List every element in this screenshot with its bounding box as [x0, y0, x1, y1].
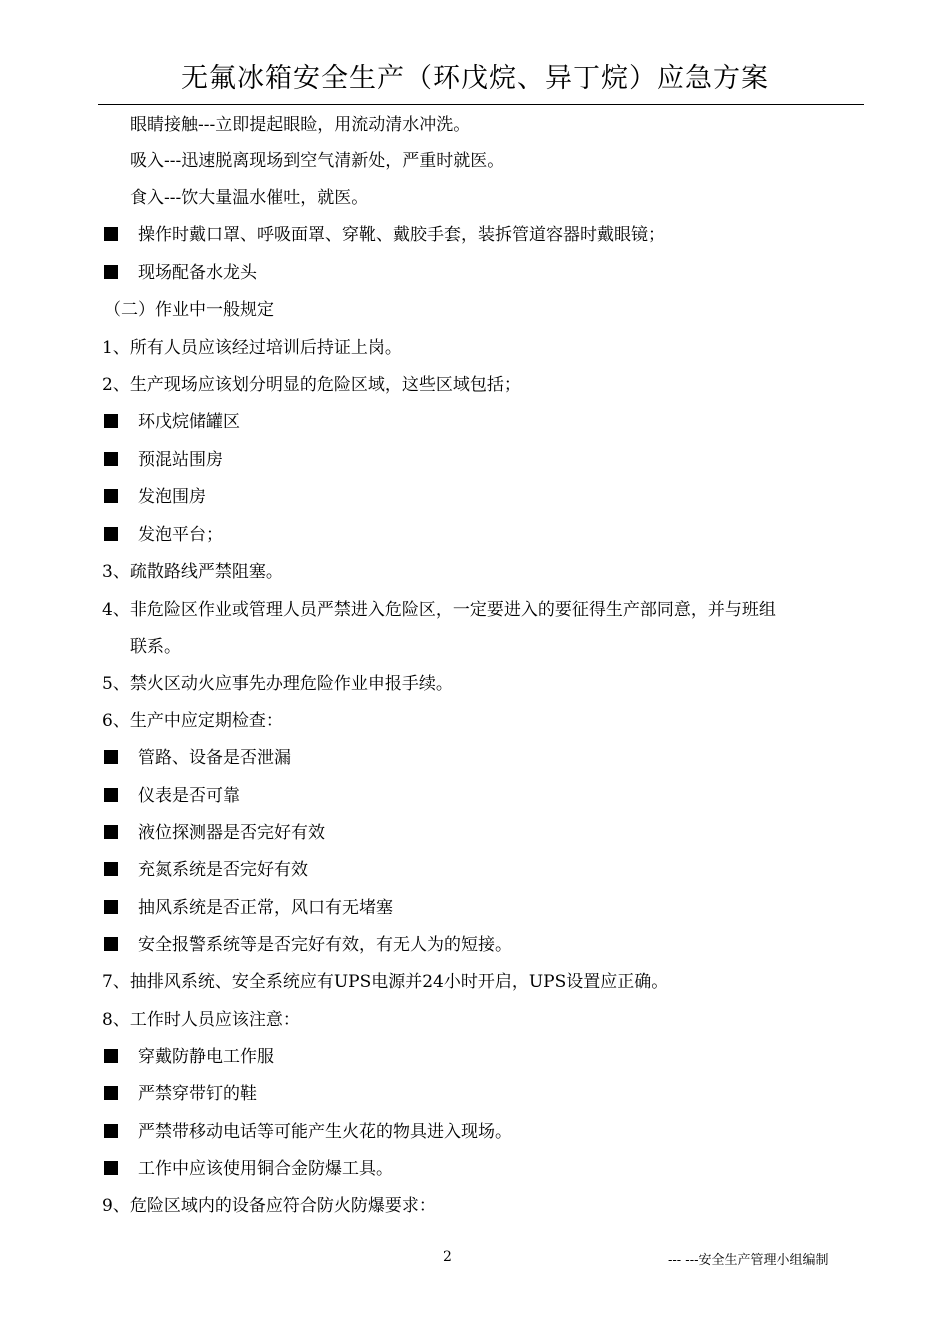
numbered-item: 6、生产中应定期检查： — [102, 711, 283, 731]
square-bullet-icon — [104, 489, 118, 503]
numbered-item-continuation: 联系。 — [130, 637, 181, 657]
section-heading: （二）作业中一般规定 — [104, 300, 274, 320]
square-bullet-icon — [104, 414, 118, 428]
numbered-item: 8、工作时人员应该注意： — [102, 1010, 300, 1030]
numbered-item: 1、所有人员应该经过培训后持证上岗。 — [102, 338, 402, 358]
numbered-item: 5、禁火区动火应事先办理危险作业申报手续。 — [102, 674, 453, 694]
list-item: 严禁带移动电话等可能产生火花的物具进入现场。 — [102, 1121, 512, 1143]
square-bullet-icon — [104, 750, 118, 764]
square-bullet-icon — [104, 788, 118, 802]
numbered-item: 2、生产现场应该划分明显的危险区域，这些区域包括； — [102, 375, 521, 395]
list-item: 发泡围房 — [102, 486, 206, 508]
list-item: 穿戴防静电工作服 — [102, 1046, 274, 1068]
square-bullet-icon — [104, 527, 118, 541]
numbered-item: 9、危险区域内的设备应符合防火防爆要求： — [102, 1196, 436, 1216]
square-bullet-icon — [104, 862, 118, 876]
list-item: 发泡平台； — [102, 524, 223, 546]
square-bullet-icon — [104, 1161, 118, 1175]
square-bullet-icon — [104, 1049, 118, 1063]
square-bullet-icon — [104, 452, 118, 466]
list-item: 安全报警系统等是否完好有效，有无人为的短接。 — [102, 934, 512, 956]
list-item: 充氮系统是否完好有效 — [102, 859, 308, 881]
list-item: 严禁穿带钉的鞋 — [102, 1083, 257, 1105]
list-item: 操作时戴口罩、呼吸面罩、穿靴、戴胶手套，装拆管道容器时戴眼镜； — [102, 224, 665, 246]
page-title: 无氟冰箱安全生产（环戊烷、异丁烷）应急方案 — [181, 63, 769, 94]
paragraph-inhalation: 吸入---迅速脱离现场到空气清新处，严重时就医。 — [130, 151, 505, 171]
numbered-item: 4、非危险区作业或管理人员严禁进入危险区，一定要进入的要征得生产部同意，并与班组 — [102, 600, 776, 620]
numbered-item: 3、疏散路线严禁阻塞。 — [102, 562, 283, 582]
paragraph-ingestion: 食入---饮大量温水催吐，就医。 — [130, 188, 369, 208]
square-bullet-icon — [104, 265, 118, 279]
footer-note: --- ---安全生产管理小组编制 — [668, 1253, 829, 1268]
square-bullet-icon — [104, 900, 118, 914]
list-item: 环戊烷储罐区 — [102, 411, 240, 433]
list-item: 工作中应该使用铜合金防爆工具。 — [102, 1158, 393, 1180]
list-item: 预混站围房 — [102, 449, 223, 471]
square-bullet-icon — [104, 825, 118, 839]
square-bullet-icon — [104, 227, 118, 241]
list-item: 现场配备水龙头 — [102, 262, 257, 284]
square-bullet-icon — [104, 1086, 118, 1100]
list-item: 抽风系统是否正常，风口有无堵塞 — [102, 897, 393, 919]
square-bullet-icon — [104, 937, 118, 951]
list-item: 仪表是否可靠 — [102, 785, 240, 807]
page-number: 2 — [443, 1249, 452, 1265]
numbered-item: 7、抽排风系统、安全系统应有UPS电源并24小时开启，UPS设置应正确。 — [102, 972, 669, 992]
list-item: 管路、设备是否泄漏 — [102, 747, 291, 769]
list-item: 液位探测器是否完好有效 — [102, 822, 325, 844]
header-rule — [98, 104, 864, 105]
square-bullet-icon — [104, 1124, 118, 1138]
paragraph-eye-contact: 眼睛接触---立即提起眼睑，用流动清水冲洗。 — [130, 115, 471, 135]
